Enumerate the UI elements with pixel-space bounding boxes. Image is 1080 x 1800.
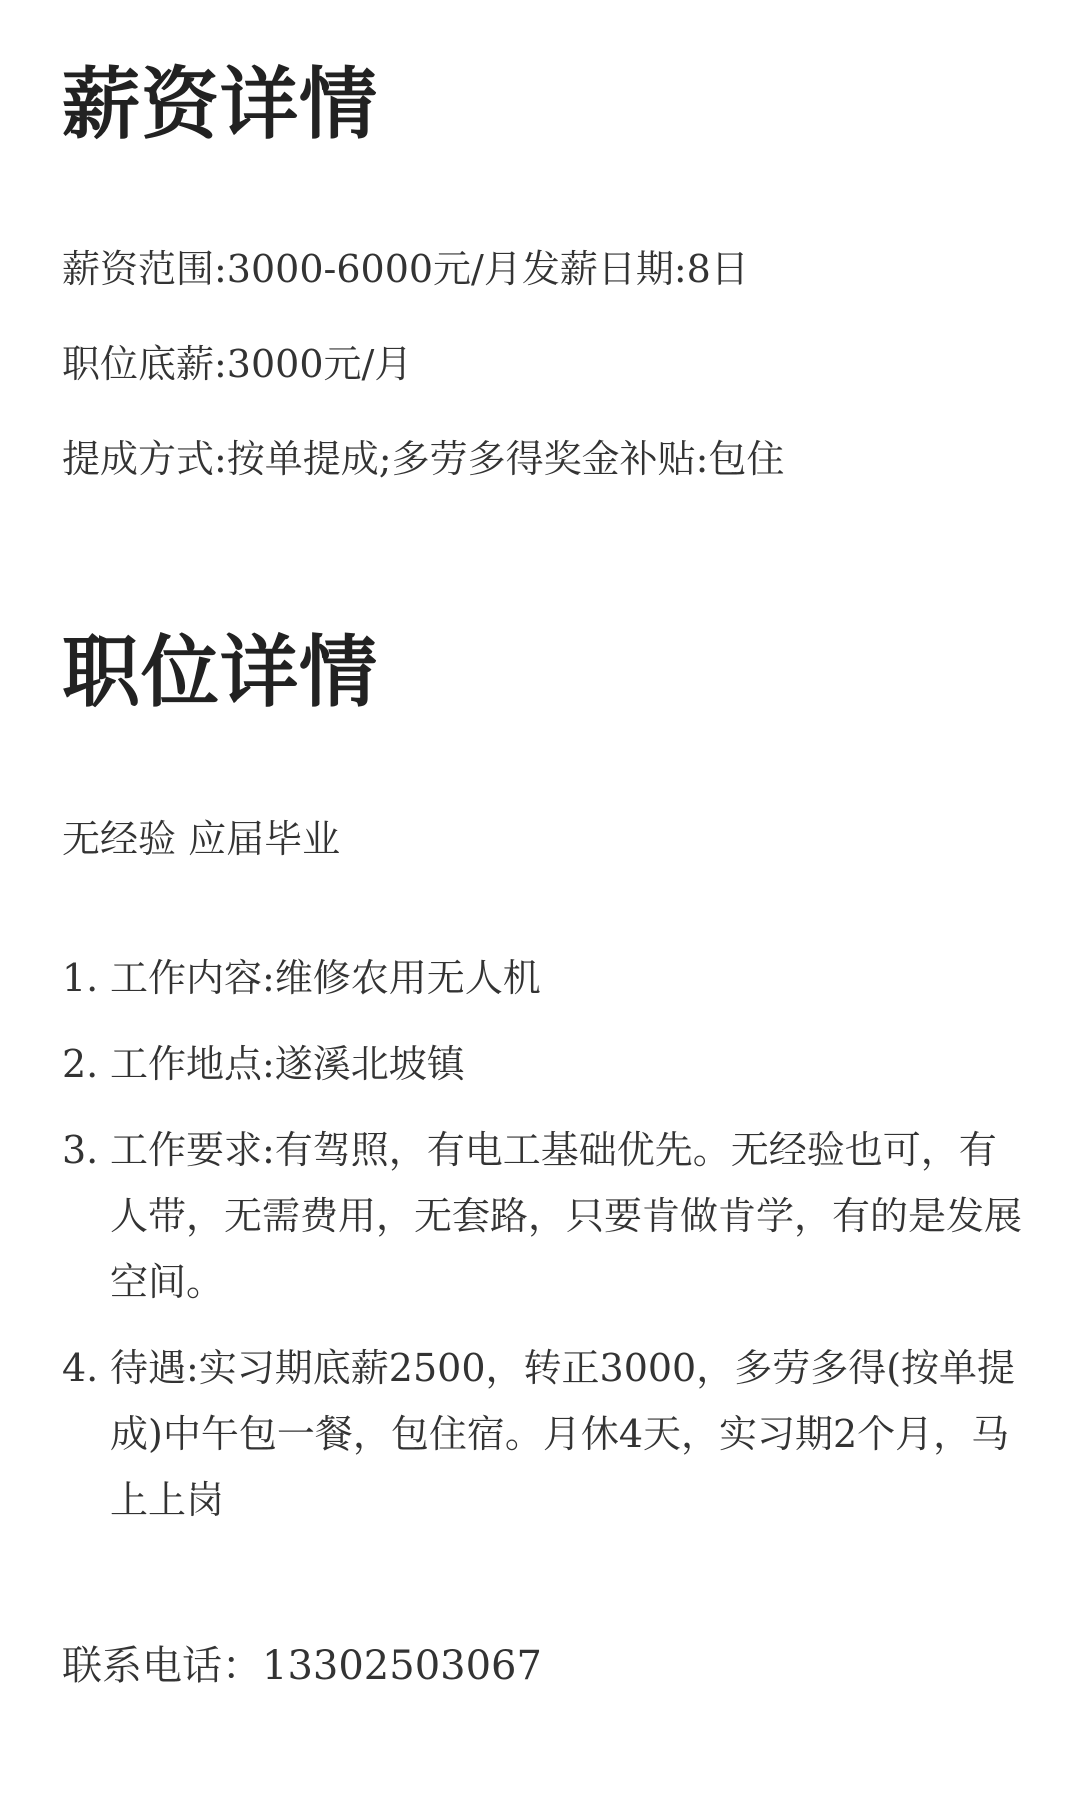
job-section-title: 职位详情 [62, 627, 379, 718]
list-item-number: 2. [62, 1042, 99, 1086]
contact-phone: 联系电话：13302503067 [62, 1643, 542, 1689]
list-item [62, 1031, 1022, 1097]
list-item [62, 945, 1022, 1011]
requirements-tag: 无经验 应届毕业 [62, 817, 341, 861]
list-item-number: 4. [62, 1346, 99, 1390]
salary-section-title: 薪资详情 [62, 59, 379, 150]
list-item-text: 工作地点:遂溪北坡镇 [110, 1042, 465, 1086]
job-details-list [62, 945, 1022, 1553]
list-item-text: 工作要求:有驾照，有电工基础优先。无经验也可，有人带，无需费用，无套路，只要肯做肯学，有的是发展空间。 [110, 1128, 1023, 1304]
salary-range-line: 薪资范围:3000-6000元/月发薪日期:8日 [62, 247, 749, 291]
base-salary-line: 职位底薪:3000元/月 [62, 342, 413, 386]
list-item [62, 1335, 1022, 1533]
list-item-text: 工作内容:维修农用无人机 [110, 956, 541, 1000]
list-item [62, 1117, 1022, 1315]
list-item-number: 3. [62, 1128, 99, 1172]
commission-line: 提成方式:按单提成;多劳多得奖金补贴:包住 [62, 437, 785, 481]
list-item-number: 1. [62, 956, 99, 1000]
list-item-text: 待遇:实习期底薪2500，转正3000，多劳多得(按单提成)中午包一餐，包住宿。月休4天，实习期2个月，马上上岗 [110, 1346, 1016, 1522]
